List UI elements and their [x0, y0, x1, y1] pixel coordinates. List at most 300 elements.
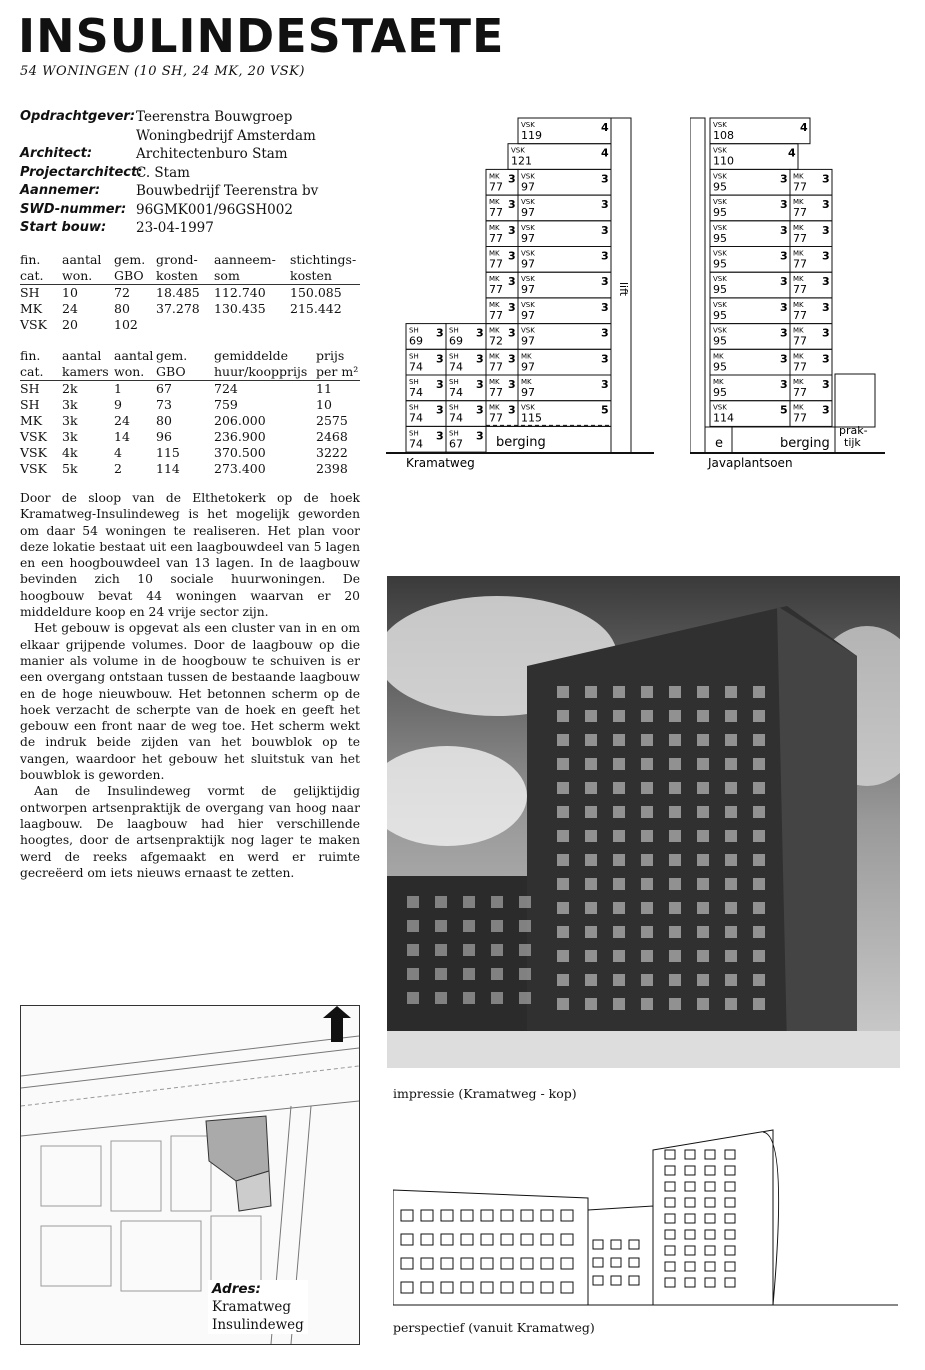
table-cell: 2398 — [316, 461, 348, 476]
unit-area: 77 — [793, 257, 807, 271]
unit-rooms: 3 — [508, 249, 516, 263]
unit-type: MK — [489, 223, 500, 232]
table-cell: 11 — [316, 381, 332, 396]
unit-rooms: 3 — [436, 378, 444, 391]
meta-key: Aannemer: — [20, 183, 101, 198]
page-title: INSULINDESTAETE — [18, 9, 505, 63]
table-header: huur/koopprijs — [214, 364, 316, 381]
praktijk-label-2: tijk — [844, 436, 861, 449]
unit-type: MK — [793, 378, 804, 386]
unit-type: VSK — [713, 300, 727, 309]
unit-type: MK — [489, 378, 500, 386]
table-header: per m² — [316, 364, 359, 379]
unit-rooms: 3 — [822, 326, 830, 340]
meta-value: 23-04-1997 — [136, 220, 214, 236]
table-cell: 80 — [114, 301, 130, 316]
unit-rooms: 3 — [822, 198, 830, 212]
unit-type: MK — [489, 403, 500, 412]
unit-type: MK — [489, 326, 500, 335]
table-cell: 67 — [156, 381, 172, 396]
table-cell: 72 — [114, 285, 130, 300]
unit-type: MK — [489, 198, 500, 207]
table-header: aantal — [114, 348, 154, 363]
unit-type: SH — [409, 403, 419, 412]
unit-rooms: 3 — [476, 352, 484, 366]
unit-rooms: 3 — [508, 378, 516, 391]
unit-rooms: 3 — [476, 403, 484, 417]
meta-key: SWD-nummer: — [20, 201, 127, 217]
unit-rooms: 3 — [822, 275, 830, 289]
unit-rooms: 3 — [508, 326, 516, 340]
table-header: cat. — [20, 364, 62, 381]
meta-key: Projectarchitect: — [20, 164, 143, 180]
unit-area: 74 — [409, 360, 423, 374]
address-line: Insulindeweg — [212, 1317, 304, 1333]
meta-key: Start bouw: — [20, 220, 107, 235]
unit-rooms: 3 — [822, 378, 830, 391]
unit-rooms: 3 — [508, 275, 516, 289]
unit-rooms: 3 — [822, 172, 830, 186]
table-header: aantal — [62, 348, 102, 363]
lift-label: lift — [617, 282, 630, 297]
unit-type: SH — [409, 352, 419, 361]
unit-rooms: 3 — [436, 429, 444, 443]
unit-area: 95 — [713, 231, 727, 245]
unit-rooms: 3 — [822, 249, 830, 263]
unit-area: 74 — [409, 411, 423, 425]
unit-area: 95 — [713, 386, 727, 399]
body-text — [20, 490, 360, 881]
table-cell: 130.435 — [214, 301, 266, 316]
meta-row — [20, 219, 318, 238]
unit-type: VSK — [713, 403, 727, 412]
table-cell: 236.900 — [214, 429, 266, 444]
table-cell — [214, 317, 290, 333]
unit-rooms: 3 — [601, 223, 609, 237]
table-header: kosten — [290, 268, 360, 285]
table-header: cat. — [20, 268, 62, 285]
e-label: e — [715, 436, 723, 451]
table-cell: 10 — [316, 397, 332, 412]
table-header: kamers — [62, 364, 114, 381]
meta-row — [20, 127, 318, 146]
unit-area: 69 — [449, 334, 463, 348]
meta-key: Architect: — [20, 146, 93, 161]
unit-area: 97 — [521, 283, 535, 297]
unit-type: VSK — [521, 121, 535, 129]
unit-area: 97 — [521, 231, 535, 245]
table-header: won. — [114, 364, 156, 381]
unit-rooms: 3 — [508, 198, 516, 212]
unit-area: 77 — [489, 231, 503, 245]
unit-rooms: 3 — [601, 249, 609, 263]
unit-type: SH — [449, 378, 459, 386]
unit-type: VSK — [521, 326, 535, 335]
table-header: gemiddelde — [214, 348, 289, 363]
unit-area: 97 — [521, 180, 535, 194]
unit-type: MK — [793, 352, 804, 361]
table-cell: 37.278 — [156, 301, 200, 316]
unit-rooms: 4 — [601, 121, 609, 134]
section-caption: Javaplantsoen — [708, 456, 793, 470]
project-site — [206, 1116, 269, 1181]
unit-area: 97 — [521, 257, 535, 271]
unit-rooms: 5 — [780, 403, 788, 417]
meta-row — [20, 145, 318, 164]
unit-area: 77 — [489, 386, 503, 399]
unit-type: MK — [489, 275, 500, 284]
right-floors — [690, 118, 832, 453]
unit-area: 67 — [449, 437, 463, 451]
table-row — [20, 413, 360, 429]
unit-area: 95 — [713, 257, 727, 271]
table-cell: 273.400 — [214, 461, 266, 476]
unit-type: SH — [449, 352, 459, 361]
table-header: fin. — [20, 252, 41, 267]
unit-rooms: 3 — [601, 378, 609, 391]
table-cell: 2575 — [316, 413, 348, 428]
unit-type: VSK — [521, 300, 535, 309]
unit-rooms: 3 — [780, 300, 788, 314]
unit-area: 74 — [409, 437, 423, 451]
unit-rooms: 3 — [508, 223, 516, 237]
unit-type: MK — [793, 300, 804, 309]
paragraph: Aan de Insulindeweg vormt de gelijktijdig ontworpen artsenpraktijk de overgang van hoog naar laagbouw. De laagbouw had hier verschillende hoogtes, door de artsenpraktijk nog lager te maken werd de reeks afgemaakt en werd er ruimte gecreëerd om iets nieuws ernaast te zetten. — [20, 784, 360, 880]
perspective-sketch — [393, 1110, 898, 1315]
unit-rooms: 3 — [822, 300, 830, 314]
unit-area: 108 — [713, 129, 734, 142]
unit-type: VSK — [521, 275, 535, 284]
meta-value: Architectenburo Stam — [136, 146, 288, 162]
table-cell: 150.085 — [290, 285, 342, 300]
table-row — [20, 317, 360, 333]
paragraph: Door de sloop van de Elthetokerk op de hoek Kramatweg-Insulindeweg is het mogelijk geworden om daar 54 woningen te realiseren. Het plan voor deze lokatie bestaat uit een laagbouwdeel van 5 lagen en een hoogbouwdeel van 13 lagen. In de laagbouw bevinden zich 10 sociale huurwoningen. De hoogbouw bevat 44 woningen waarvan er 20 middeldure koop en 24 vrije sector zijn. — [20, 491, 360, 620]
unit-area: 95 — [713, 180, 727, 194]
unit-area: 97 — [521, 206, 535, 220]
table-cell: 14 — [114, 429, 130, 444]
table-cell: 215.442 — [290, 301, 342, 316]
unit-rooms: 3 — [780, 198, 788, 212]
meta-row — [20, 201, 318, 220]
unit-rooms: 3 — [822, 352, 830, 366]
unit-type: MK — [521, 378, 532, 386]
table-cell: VSK — [20, 461, 47, 476]
unit-rooms: 3 — [508, 403, 516, 417]
unit-rooms: 3 — [780, 172, 788, 186]
table-cell: 80 — [156, 413, 172, 428]
unit-type: MK — [489, 249, 500, 258]
unit-area: 97 — [521, 334, 535, 348]
unit-type: MK — [489, 172, 500, 181]
table-header: stichtings- — [290, 252, 357, 267]
table-cell: SH — [20, 381, 40, 396]
unit-rooms: 3 — [601, 352, 609, 366]
unit-area: 77 — [489, 411, 503, 425]
unit-area: 77 — [793, 308, 807, 322]
unit-rooms: 3 — [476, 326, 484, 340]
price-table — [20, 348, 360, 477]
table-row — [20, 397, 360, 413]
table-header: GBO — [114, 268, 156, 285]
unit-rooms: 4 — [788, 146, 796, 160]
table-cell: 102 — [114, 317, 138, 332]
unit-area: 74 — [449, 386, 463, 399]
table-cell: MK — [20, 301, 43, 316]
unit-area: 97 — [521, 386, 535, 399]
meta-row — [20, 182, 318, 201]
north-arrow-icon — [323, 1006, 351, 1042]
highrise-block — [653, 1130, 773, 1305]
unit-area: 72 — [489, 334, 503, 348]
unit-area: 74 — [449, 360, 463, 374]
table-header: prijs — [316, 348, 345, 363]
unit-area: 97 — [521, 308, 535, 322]
unit-rooms: 3 — [476, 378, 484, 391]
unit-rooms: 3 — [476, 429, 484, 443]
table-row — [20, 285, 360, 302]
unit-rooms: 3 — [436, 326, 444, 340]
cost-table — [20, 252, 360, 333]
unit-rooms: 4 — [601, 146, 609, 160]
section-caption: Kramatweg — [406, 456, 475, 470]
table-cell: 3k — [62, 397, 78, 412]
table-cell: 370.500 — [214, 445, 266, 460]
meta-value: Woningbedrijf Amsterdam — [136, 127, 316, 144]
unit-rooms: 3 — [601, 326, 609, 340]
table-cell: 24 — [62, 301, 78, 316]
table-row — [20, 429, 360, 445]
table-header: gem. — [156, 348, 188, 363]
table-header: grond- — [156, 252, 198, 267]
table-cell — [290, 317, 360, 333]
unit-type: VSK — [713, 172, 727, 181]
unit-rooms: 3 — [508, 300, 516, 314]
unit-area: 114 — [713, 411, 734, 425]
unit-area: 77 — [489, 283, 503, 297]
unit-area: 74 — [449, 411, 463, 425]
unit-rooms: 3 — [508, 172, 516, 186]
unit-area: 74 — [409, 386, 423, 399]
table-cell: 206.000 — [214, 413, 266, 428]
unit-rooms: 5 — [601, 403, 609, 417]
unit-area: 95 — [713, 360, 727, 374]
unit-rooms: 3 — [436, 403, 444, 417]
meta-value: Teerenstra Bouwgroep — [136, 109, 293, 125]
unit-type: VSK — [521, 249, 535, 258]
table-cell: 24 — [114, 413, 130, 428]
table-cell: 73 — [156, 397, 172, 412]
address-label: Adres: — [212, 1281, 261, 1297]
berging-label: berging — [780, 436, 830, 451]
unit-type: VSK — [713, 326, 727, 335]
unit-rooms: 3 — [780, 275, 788, 289]
table-header: fin. — [20, 348, 41, 363]
unit-type: VSK — [521, 198, 535, 207]
unit-type: VSK — [521, 172, 535, 181]
unit-type: MK — [713, 378, 724, 386]
unit-type: MK — [793, 249, 804, 258]
building-photo — [387, 576, 900, 1068]
unit-type: VSK — [713, 275, 727, 284]
table-header: som — [214, 268, 290, 285]
unit-type: MK — [521, 352, 532, 361]
unit-type: SH — [409, 378, 419, 386]
table-cell: 1 — [114, 381, 122, 396]
unit-rooms: 3 — [601, 172, 609, 186]
unit-type: SH — [449, 326, 459, 335]
unit-type: SH — [409, 429, 419, 438]
meta-key: Opdrachtgever: — [20, 109, 136, 124]
table-cell: 114 — [156, 461, 180, 476]
table-cell: 10 — [62, 285, 78, 300]
berging-label: berging — [496, 435, 546, 450]
address-line: Kramatweg — [212, 1299, 292, 1315]
unit-type: MK — [793, 198, 804, 207]
unit-rooms: 3 — [601, 300, 609, 314]
table-cell — [156, 317, 214, 333]
table-cell: VSK — [20, 445, 47, 460]
table-cell: SH — [20, 397, 40, 412]
praktijk-label-1: prak- — [839, 424, 868, 437]
table-cell: MK — [20, 413, 43, 428]
unit-type: MK — [489, 300, 500, 309]
praktijk-upper — [835, 374, 875, 427]
unit-type: MK — [793, 172, 804, 181]
section-javaplantsoen — [690, 110, 900, 475]
table-header: aantal — [62, 252, 102, 267]
left-floors — [406, 118, 611, 453]
table-row — [20, 445, 360, 461]
unit-type: VSK — [713, 146, 727, 155]
unit-area: 77 — [793, 206, 807, 220]
table-row — [20, 381, 360, 398]
unit-area: 77 — [489, 360, 503, 374]
table-cell: 3k — [62, 413, 78, 428]
table-row — [20, 461, 360, 477]
unit-type: VSK — [713, 249, 727, 258]
unit-rooms: 3 — [780, 223, 788, 237]
table-cell: SH — [20, 285, 40, 300]
table-cell: 3k — [62, 429, 78, 444]
table-cell: 2468 — [316, 429, 348, 444]
table-header: won. — [62, 268, 114, 285]
unit-area: 77 — [489, 257, 503, 271]
unit-area: 69 — [409, 334, 423, 348]
meta-value: C. Stam — [136, 164, 190, 181]
table-cell: 2 — [114, 461, 122, 476]
unit-type: VSK — [521, 403, 535, 412]
project-meta — [20, 108, 318, 238]
unit-type: VSK — [713, 223, 727, 232]
unit-type: MK — [793, 326, 804, 335]
unit-rooms: 3 — [822, 223, 830, 237]
unit-area: 119 — [521, 129, 542, 142]
unit-area: 77 — [793, 180, 807, 194]
unit-area: 95 — [713, 206, 727, 220]
meta-row — [20, 164, 318, 183]
table-cell: VSK — [20, 317, 47, 332]
unit-area: 77 — [793, 360, 807, 374]
unit-area: 95 — [713, 283, 727, 297]
unit-type: VSK — [713, 121, 727, 129]
unit-type: SH — [449, 429, 459, 438]
page-subtitle: 54 WONINGEN (10 SH, 24 MK, 20 VSK) — [20, 64, 305, 79]
unit-area: 110 — [713, 154, 734, 168]
table-cell: 759 — [214, 397, 238, 412]
unit-type: SH — [409, 326, 419, 335]
unit-type: VSK — [713, 198, 727, 207]
unit-area: 121 — [511, 154, 532, 168]
unit-type: MK — [793, 275, 804, 284]
lowrise-block — [393, 1190, 588, 1305]
unit-rooms: 3 — [508, 352, 516, 366]
unit-rooms: 3 — [780, 378, 788, 391]
table-cell: 112.740 — [214, 285, 266, 300]
unit-area: 77 — [793, 231, 807, 245]
meta-value: Bouwbedrijf Teerenstra bv — [136, 183, 319, 199]
unit-area: 95 — [713, 334, 727, 348]
table-cell: 96 — [156, 429, 172, 444]
table-row — [20, 301, 360, 317]
unit-area: 77 — [793, 411, 807, 425]
table-cell: 3222 — [316, 445, 348, 460]
table-header: gem. — [114, 252, 146, 267]
unit-area: 97 — [521, 360, 535, 374]
unit-rooms: 3 — [436, 352, 444, 366]
table-cell: 2k — [62, 381, 78, 396]
unit-area: 77 — [489, 206, 503, 220]
unit-type: VSK — [521, 223, 535, 232]
table-cell: 115 — [156, 445, 180, 460]
unit-area: 77 — [489, 180, 503, 194]
site-map — [20, 1005, 360, 1345]
table-cell: 20 — [62, 317, 78, 332]
unit-rooms: 3 — [780, 352, 788, 366]
unit-rooms: 3 — [780, 249, 788, 263]
unit-rooms: 3 — [601, 198, 609, 212]
unit-area: 77 — [793, 334, 807, 348]
table-header: GBO — [156, 364, 214, 381]
table-header: aanneem- — [214, 252, 276, 267]
unit-rooms: 3 — [822, 403, 830, 417]
table-cell: 9 — [114, 397, 122, 412]
section-kramatweg — [386, 110, 656, 475]
unit-area: 77 — [793, 283, 807, 297]
unit-area: 77 — [489, 308, 503, 322]
paragraph: Het gebouw is opgevat als een cluster van in en om elkaar grijpende volumes. Door de laagbouw op die manier als volume in de hoogbouw te schuiven is er een overgang ontstaan tussen de bestaande laagbouw en de hoge nieuwbouw. Het betonnen scherm op de hoek verzacht de scherpte van de hoek en geeft het gebouw een front naar de weg toe. Het scherm wekt de indruk beide zijden van het bouwblok op te vangen, waardoor het gebouw het sluitstuk van het bouwblok is geworden. — [20, 621, 360, 783]
table-cell: 4 — [114, 445, 122, 460]
meta-value: 96GMK001/96GSH002 — [136, 201, 293, 218]
unit-rooms: 3 — [780, 326, 788, 340]
unit-type: SH — [449, 403, 459, 412]
unit-rooms: 4 — [800, 121, 808, 134]
unit-area: 77 — [793, 386, 807, 399]
unit-type: MK — [793, 223, 804, 232]
table-cell: 724 — [214, 381, 238, 396]
table-cell: 4k — [62, 445, 78, 460]
table-header: kosten — [156, 268, 214, 285]
unit-type: MK — [489, 352, 500, 361]
unit-rooms: 3 — [601, 275, 609, 289]
meta-row — [20, 108, 318, 127]
table-cell: 5k — [62, 461, 78, 476]
unit-type: VSK — [511, 146, 525, 155]
table-cell: VSK — [20, 429, 47, 444]
unit-area: 115 — [521, 411, 542, 425]
meta-key — [20, 127, 136, 146]
photo-caption: impressie (Kramatweg - kop) — [393, 1086, 577, 1101]
address-block — [208, 1280, 308, 1334]
